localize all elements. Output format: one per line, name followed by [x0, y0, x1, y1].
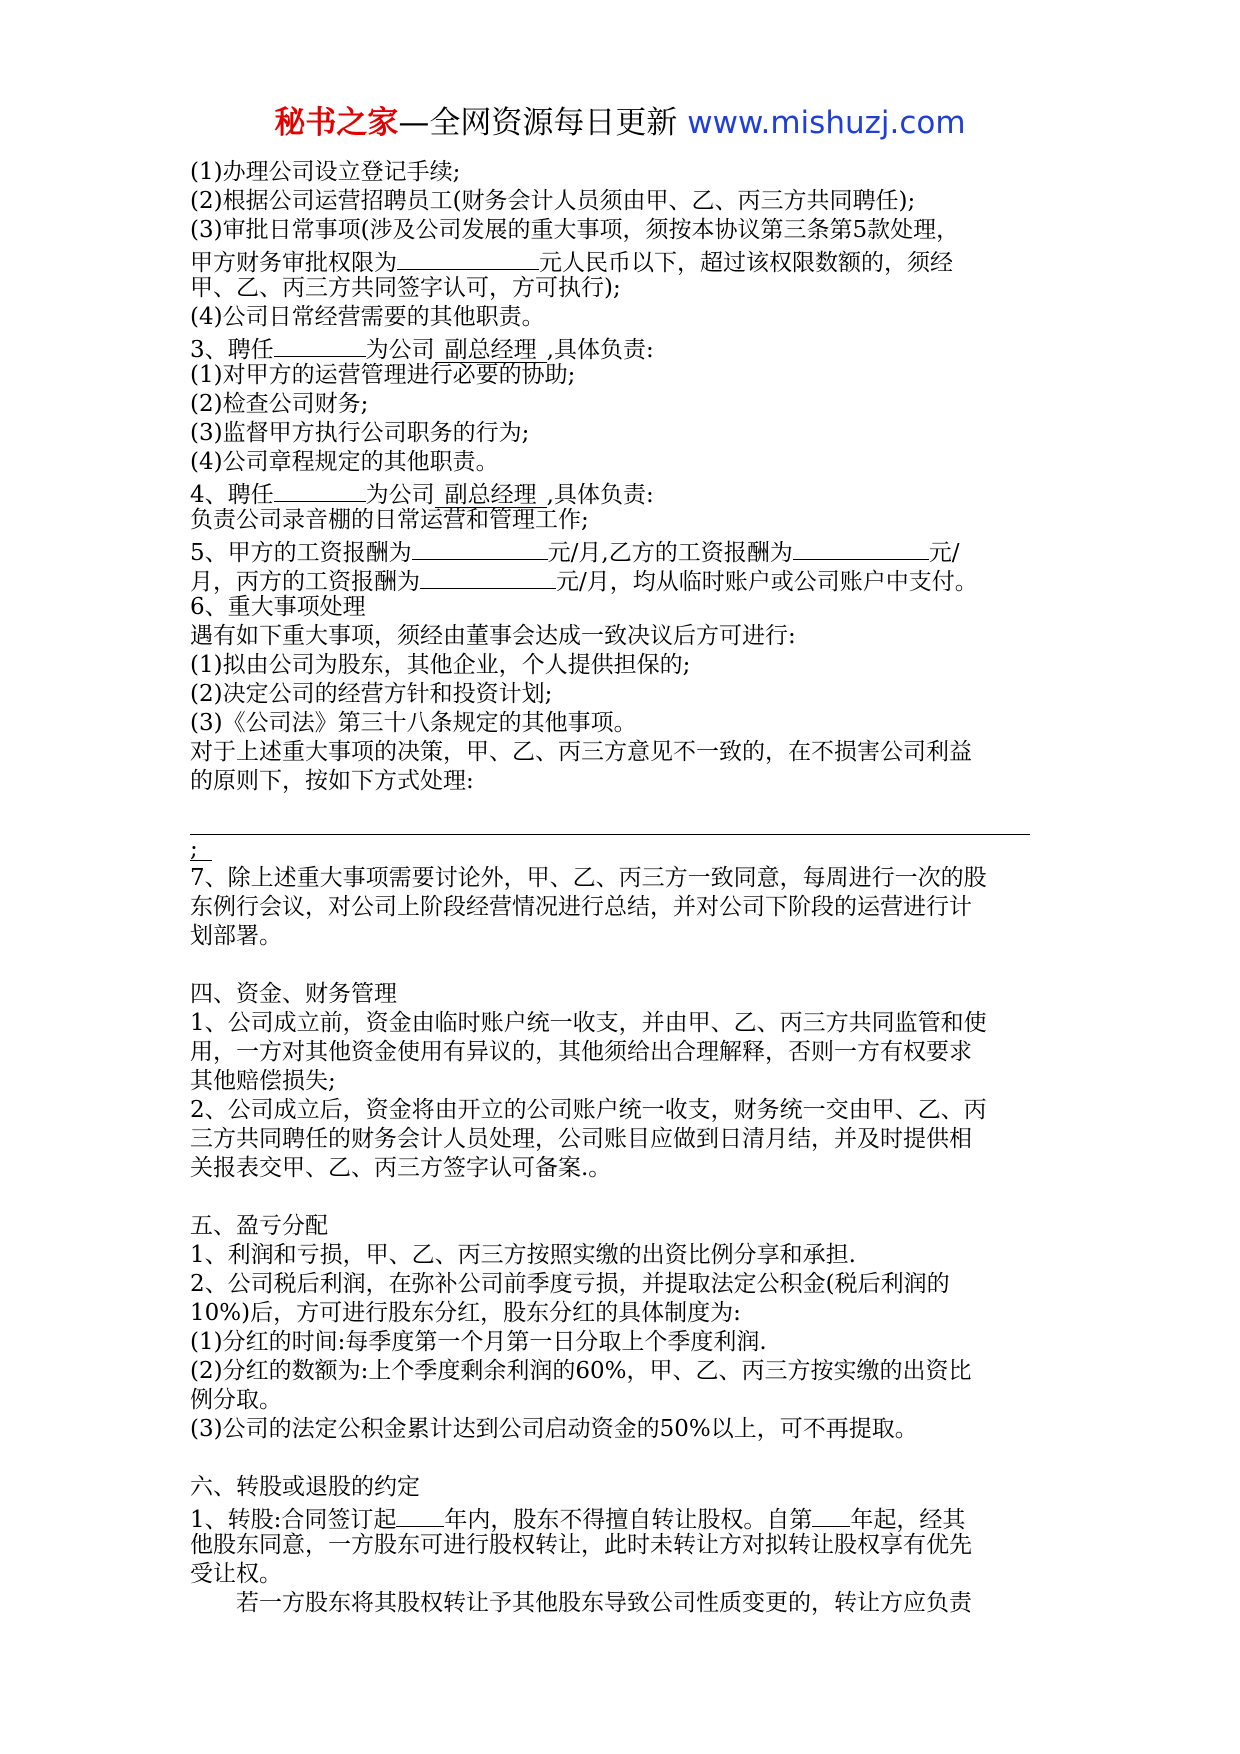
blank-name-field[interactable]: [274, 477, 366, 502]
text-line: 2、公司税后利润，在弥补公司前季度亏损，并提取法定公积金(税后利润的: [190, 1271, 950, 1297]
text-line: (3)公司的法定公积金累计达到公司启动资金的50%以上，可不再提取。: [190, 1416, 918, 1442]
blank-year-field[interactable]: [812, 1502, 850, 1527]
text-line: [190, 535, 1060, 564]
text-line: (1)分红的时间:每季度第一个月第一日分取上个季度利润.: [190, 1329, 767, 1355]
text-span: 年内，股东不得擅自转让股权。自第: [444, 1507, 813, 1533]
text-line: 1、公司成立前，资金由临时账户统一收支，并由甲、乙、丙三方共同监管和使: [190, 1010, 987, 1036]
text-span: 5、甲方的工资报酬为: [190, 540, 412, 566]
text-line: 三方共同聘任的财务会计人员处理，公司账目应做到日清月结，并及时提供相: [190, 1126, 972, 1152]
site-slogan: —全网资源每日更新: [398, 105, 678, 141]
text-span: ,具体负责:: [546, 482, 654, 508]
text-line: 关报表交甲、乙、丙三方签字认可备案.。: [190, 1155, 612, 1181]
section-heading: 四、资金、财务管理: [190, 981, 397, 1007]
text-span: 元/: [928, 540, 960, 566]
blank-amount-field[interactable]: [397, 245, 539, 270]
text-span: 元/月,乙方的工资报酬为: [547, 540, 793, 566]
spacer: [190, 1183, 1060, 1212]
text-line: (4)公司日常经营需要的其他职责。: [190, 304, 545, 330]
document-body: [190, 158, 1060, 1618]
text-line: (3)监督甲方执行公司职务的行为;: [190, 420, 530, 446]
section-heading: 六、转股或退股的约定: [190, 1474, 420, 1500]
text-line: 东例行会议，对公司上阶段经营情况进行总结，并对公司下阶段的运营进行计: [190, 894, 972, 920]
text-line: (1)对甲方的运营管理进行必要的协助;: [190, 362, 576, 388]
blank-salary-field[interactable]: [420, 564, 556, 589]
text-span: 为公司: [365, 337, 435, 363]
text-line: (3)《公司法》第三十八条规定的其他事项。: [190, 710, 637, 736]
text-span: 3、聘任: [190, 337, 274, 363]
blank-handling-field[interactable]: [190, 796, 1030, 835]
text-line: 甲、乙、丙三方共同签字认可，方可执行);: [190, 275, 621, 301]
text-line: (3)审批日常事项(涉及公司发展的重大事项，须按本协议第三条第5款处理，: [190, 217, 960, 243]
text-line: (2)检查公司财务;: [190, 391, 369, 417]
text-line: 其他赔偿损失;: [190, 1068, 336, 1094]
text-line: [190, 245, 1060, 274]
spacer: [190, 951, 1060, 980]
text-span: 元人民币以下，超过该权限数额的，须经: [539, 250, 953, 276]
position-title: 副总经理: [435, 338, 547, 363]
text-line: 1、利润和亏损，甲、乙、丙三方按照实缴的出资比例分享和承担.: [190, 1242, 856, 1268]
text-line: 例分取。: [190, 1387, 282, 1413]
text-line: 6、重大事项处理: [190, 594, 366, 620]
text-line: 遇有如下重大事项，须经由董事会达成一致决议后方可进行:: [190, 623, 796, 649]
text-line: 7、除上述重大事项需要讨论外，甲、乙、丙三方一致同意，每周进行一次的股: [190, 865, 987, 891]
text-line: [190, 835, 1060, 864]
text-span: 元/月，均从临时账户或公司账户中支付。: [556, 569, 978, 595]
text-line: [190, 332, 1060, 361]
text-line: (1)拟由公司为股东，其他企业，个人提供担保的;: [190, 652, 691, 678]
text-line: 负责公司录音棚的日常运营和管理工作;: [190, 507, 589, 533]
blank-name-field[interactable]: [274, 332, 366, 357]
blank-salary-field[interactable]: [412, 535, 548, 560]
text-line: 的原则下，按如下方式处理:: [190, 768, 474, 794]
text-line: (2)决定公司的经营方针和投资计划;: [190, 681, 553, 707]
site-header: [0, 100, 1240, 146]
text-line: [190, 564, 1060, 593]
text-line: 用，一方对其他资金使用有异议的，其他须给出合理解释，否则一方有权要求: [190, 1039, 972, 1065]
text-line: [190, 477, 1060, 506]
text-line: 划部署。: [190, 923, 282, 949]
text-line: 他股东同意，一方股东可进行股权转让，此时未转让方对拟转让股权享有优先: [190, 1532, 972, 1558]
text-span: 为公司: [365, 482, 435, 508]
position-title: 副总经理: [435, 483, 547, 508]
text-line: (1)办理公司设立登记手续;: [190, 159, 461, 185]
blank-years-field[interactable]: [396, 1502, 444, 1527]
site-url-link[interactable]: www.mishuzj.com: [687, 105, 966, 141]
blank-salary-field[interactable]: [793, 535, 929, 560]
section-heading: 五、盈亏分配: [190, 1213, 328, 1239]
text-span: 4、聘任: [190, 482, 274, 508]
text-span: 年起，经其: [850, 1507, 966, 1533]
text-line: 若一方股东将其股权转让予其他股东导致公司性质变更的，转让方应负责: [236, 1590, 972, 1616]
text-line: (2)根据公司运营招聘员工(财务会计人员须由甲、乙、丙三方共同聘任);: [190, 188, 916, 214]
semicolon-mark: ;: [190, 838, 212, 861]
text-span: ,具体负责:: [546, 337, 654, 363]
text-line: 受让权。: [190, 1561, 282, 1587]
text-line: 2、公司成立后，资金将由开立的公司账户统一收支，财务统一交由甲、乙、丙: [190, 1097, 987, 1123]
text-line: 对于上述重大事项的决策，甲、乙、丙三方意见不一致的，在不损害公司利益: [190, 739, 972, 765]
spacer: [190, 1444, 1060, 1473]
text-line: [190, 1502, 1060, 1531]
text-span: 1、转股:合同签订起: [190, 1507, 397, 1533]
text-line: (4)公司章程规定的其他职责。: [190, 449, 499, 475]
text-span: 甲方财务审批权限为: [190, 250, 397, 276]
text-line: 10%)后，方可进行股东分红，股东分红的具体制度为:: [190, 1300, 741, 1326]
text-line: (2)分红的数额为:上个季度剩余利润的60%，甲、乙、丙三方按实缴的出资比: [190, 1358, 972, 1384]
text-span: 月，丙方的工资报酬为: [190, 569, 420, 595]
brand-name: 秘书之家: [274, 105, 399, 141]
